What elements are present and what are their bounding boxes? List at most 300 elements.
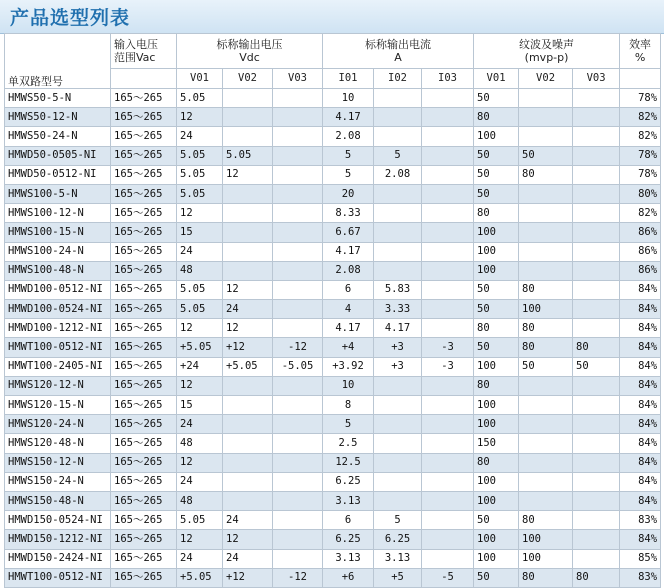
cell-i02	[374, 242, 422, 261]
cell-efficiency: 78%	[620, 89, 661, 108]
cell-i02: 5	[374, 511, 422, 530]
cell-efficiency: 84%	[620, 472, 661, 491]
cell-i01: 4	[323, 300, 374, 319]
cell-ripple-v03	[573, 261, 620, 280]
header-efficiency	[620, 34, 661, 69]
cell-model: HMWD150-0524-NI	[5, 511, 111, 530]
header-sub-i03: I03	[422, 69, 474, 89]
table-row	[5, 89, 661, 108]
cell-ripple-v01: 100	[474, 415, 519, 434]
cell-v01: 12	[177, 530, 223, 549]
cell-ripple-v02: 100	[519, 530, 573, 549]
table-row	[5, 530, 661, 549]
table-row	[5, 434, 661, 453]
cell-v01: 5.05	[177, 184, 223, 203]
cell-v03	[273, 165, 323, 184]
cell-v02: +12	[223, 338, 273, 357]
table-row	[5, 146, 661, 165]
cell-ripple-v02	[519, 223, 573, 242]
cell-model: HMWS100-12-N	[5, 204, 111, 223]
cell-v01: +5.05	[177, 568, 223, 587]
table-row	[5, 357, 661, 376]
cell-v02	[223, 472, 273, 491]
cell-i01: +3.92	[323, 357, 374, 376]
cell-model: HMWT100-0512-NI	[5, 568, 111, 587]
cell-ripple-v01: 100	[474, 127, 519, 146]
cell-v02	[223, 204, 273, 223]
header-sub-v03: V03	[273, 69, 323, 89]
cell-v03	[273, 300, 323, 319]
cell-input-range: 165～265	[111, 511, 177, 530]
cell-v03	[273, 396, 323, 415]
header-sub-blank	[111, 69, 177, 89]
cell-v01: 12	[177, 453, 223, 472]
cell-v03	[273, 376, 323, 395]
cell-ripple-v02	[519, 415, 573, 434]
cell-model: HMWD150-2424-NI	[5, 549, 111, 568]
cell-ripple-v01: 100	[474, 472, 519, 491]
cell-ripple-v03	[573, 376, 620, 395]
header-sub-v02: V02	[223, 69, 273, 89]
header-model: 单双路型号	[5, 34, 111, 89]
cell-efficiency: 80%	[620, 184, 661, 203]
cell-i03	[422, 108, 474, 127]
cell-ripple-v03	[573, 434, 620, 453]
cell-v03: -12	[273, 568, 323, 587]
cell-ripple-v02	[519, 396, 573, 415]
cell-i03	[422, 261, 474, 280]
cell-ripple-v02	[519, 472, 573, 491]
cell-ripple-v02: 80	[519, 319, 573, 338]
cell-v02	[223, 223, 273, 242]
table-row	[5, 300, 661, 319]
cell-model: HMWT100-2405-NI	[5, 357, 111, 376]
table-body	[5, 89, 661, 588]
cell-v03	[273, 280, 323, 299]
cell-v01: 5.05	[177, 146, 223, 165]
cell-ripple-v03	[573, 280, 620, 299]
cell-i03	[422, 530, 474, 549]
cell-efficiency: 84%	[620, 396, 661, 415]
header-sub-ripple-v03: V03	[573, 69, 620, 89]
cell-i02: 5	[374, 146, 422, 165]
header-sub-i02: I02	[374, 69, 422, 89]
cell-v03	[273, 530, 323, 549]
cell-model: HMWD50-0505-NI	[5, 146, 111, 165]
cell-i03	[422, 453, 474, 472]
cell-v01: 24	[177, 127, 223, 146]
cell-efficiency: 84%	[620, 338, 661, 357]
header-output-voltage	[177, 34, 323, 69]
cell-input-range: 165～265	[111, 319, 177, 338]
cell-ripple-v02: 80	[519, 568, 573, 587]
cell-ripple-v01: 100	[474, 357, 519, 376]
cell-ripple-v01: 100	[474, 530, 519, 549]
cell-input-range: 165～265	[111, 453, 177, 472]
cell-model: HMWS100-24-N	[5, 242, 111, 261]
cell-v02: +5.05	[223, 357, 273, 376]
cell-v01: 15	[177, 223, 223, 242]
cell-v01: 12	[177, 319, 223, 338]
page-title: 产品选型列表	[10, 7, 131, 29]
cell-ripple-v02: 50	[519, 357, 573, 376]
cell-v03	[273, 434, 323, 453]
cell-v02	[223, 396, 273, 415]
cell-v02	[223, 415, 273, 434]
header-output-current	[323, 34, 474, 69]
cell-ripple-v01: 80	[474, 319, 519, 338]
cell-ripple-v02	[519, 242, 573, 261]
cell-ripple-v01: 80	[474, 108, 519, 127]
cell-model: HMWS50-5-N	[5, 89, 111, 108]
table-row	[5, 376, 661, 395]
cell-model: HMWD150-1212-NI	[5, 530, 111, 549]
cell-ripple-v03	[573, 146, 620, 165]
table-row	[5, 184, 661, 203]
cell-i02	[374, 89, 422, 108]
header-sub-i01: I01	[323, 69, 374, 89]
cell-i01: 6	[323, 511, 374, 530]
cell-i01: 8	[323, 396, 374, 415]
cell-ripple-v01: 100	[474, 491, 519, 510]
cell-v01: 24	[177, 472, 223, 491]
cell-v02: 12	[223, 165, 273, 184]
cell-model: HMWS100-48-N	[5, 261, 111, 280]
cell-ripple-v01: 100	[474, 223, 519, 242]
cell-i02: +3	[374, 338, 422, 357]
cell-model: HMWS120-12-N	[5, 376, 111, 395]
table-row	[5, 261, 661, 280]
cell-input-range: 165～265	[111, 89, 177, 108]
cell-i03	[422, 376, 474, 395]
cell-ripple-v03: 50	[573, 357, 620, 376]
cell-v01: 12	[177, 204, 223, 223]
cell-input-range: 165～265	[111, 280, 177, 299]
cell-v01: 5.05	[177, 165, 223, 184]
cell-ripple-v02	[519, 434, 573, 453]
cell-ripple-v03	[573, 511, 620, 530]
cell-model: HMWS100-15-N	[5, 223, 111, 242]
cell-input-range: 165～265	[111, 261, 177, 280]
table-row	[5, 280, 661, 299]
cell-i02	[374, 127, 422, 146]
cell-i01: 20	[323, 184, 374, 203]
cell-ripple-v03	[573, 89, 620, 108]
cell-efficiency: 83%	[620, 511, 661, 530]
cell-i01: 2.08	[323, 127, 374, 146]
cell-i03	[422, 396, 474, 415]
cell-v02	[223, 434, 273, 453]
cell-i03	[422, 300, 474, 319]
header-vout-line1: 标称输出电压	[216, 38, 283, 51]
table-row	[5, 242, 661, 261]
cell-input-range: 165～265	[111, 396, 177, 415]
cell-v03	[273, 108, 323, 127]
cell-i01: 3.13	[323, 491, 374, 510]
cell-ripple-v01: 100	[474, 242, 519, 261]
cell-i01: 6.67	[323, 223, 374, 242]
cell-input-range: 165～265	[111, 491, 177, 510]
cell-ripple-v02	[519, 108, 573, 127]
cell-ripple-v02	[519, 204, 573, 223]
cell-input-range: 165～265	[111, 568, 177, 587]
cell-v03	[273, 242, 323, 261]
cell-efficiency: 84%	[620, 376, 661, 395]
cell-v03	[273, 89, 323, 108]
cell-model: HMWS150-48-N	[5, 491, 111, 510]
cell-model: HMWS120-15-N	[5, 396, 111, 415]
cell-v01: 15	[177, 396, 223, 415]
header-row-main	[5, 34, 661, 69]
cell-v01: 5.05	[177, 280, 223, 299]
cell-input-range: 165～265	[111, 434, 177, 453]
cell-ripple-v02: 80	[519, 338, 573, 357]
cell-ripple-v03	[573, 396, 620, 415]
header-vout-line2: Vdc	[239, 51, 260, 64]
cell-input-range: 165～265	[111, 530, 177, 549]
cell-input-range: 165～265	[111, 357, 177, 376]
cell-i03	[422, 242, 474, 261]
cell-input-range: 165～265	[111, 108, 177, 127]
cell-ripple-v02: 100	[519, 549, 573, 568]
cell-model: HMWD100-0524-NI	[5, 300, 111, 319]
cell-v02: 24	[223, 549, 273, 568]
cell-v01: +5.05	[177, 338, 223, 357]
table-row	[5, 108, 661, 127]
cell-v03	[273, 472, 323, 491]
cell-ripple-v01: 100	[474, 396, 519, 415]
cell-i03: -5	[422, 568, 474, 587]
cell-ripple-v03	[573, 415, 620, 434]
cell-ripple-v02	[519, 184, 573, 203]
cell-v02: 24	[223, 300, 273, 319]
cell-efficiency: 84%	[620, 280, 661, 299]
cell-ripple-v03	[573, 319, 620, 338]
cell-v02	[223, 491, 273, 510]
cell-model: HMWS120-48-N	[5, 434, 111, 453]
table-row	[5, 491, 661, 510]
cell-v01: 12	[177, 108, 223, 127]
cell-v03	[273, 453, 323, 472]
header-sub-ripple-v02: V02	[519, 69, 573, 89]
cell-i02: 3.13	[374, 549, 422, 568]
cell-i03	[422, 280, 474, 299]
cell-ripple-v03	[573, 223, 620, 242]
cell-i03	[422, 89, 474, 108]
cell-v01: 5.05	[177, 511, 223, 530]
cell-v01: 5.05	[177, 300, 223, 319]
table-row	[5, 165, 661, 184]
cell-v02	[223, 127, 273, 146]
cell-v03	[273, 204, 323, 223]
cell-i03	[422, 184, 474, 203]
cell-v01: 48	[177, 491, 223, 510]
cell-v03	[273, 223, 323, 242]
cell-i01: 4.17	[323, 319, 374, 338]
table-row	[5, 511, 661, 530]
cell-v03: -5.05	[273, 357, 323, 376]
cell-ripple-v02	[519, 261, 573, 280]
cell-i02	[374, 108, 422, 127]
cell-i01: +6	[323, 568, 374, 587]
cell-ripple-v03: 80	[573, 338, 620, 357]
cell-ripple-v03	[573, 127, 620, 146]
cell-model: HMWT100-0512-NI	[5, 338, 111, 357]
cell-ripple-v01: 50	[474, 300, 519, 319]
cell-ripple-v01: 50	[474, 280, 519, 299]
cell-ripple-v01: 80	[474, 204, 519, 223]
cell-v03: -12	[273, 338, 323, 357]
cell-i02: 3.33	[374, 300, 422, 319]
cell-ripple-v01: 50	[474, 511, 519, 530]
cell-v02	[223, 242, 273, 261]
header-sub-eff-blank	[620, 69, 661, 89]
header-input-line1: 输入电压	[114, 38, 158, 51]
cell-model: HMWS120-24-N	[5, 415, 111, 434]
cell-model: HMWD50-0512-NI	[5, 165, 111, 184]
cell-efficiency: 84%	[620, 319, 661, 338]
cell-input-range: 165～265	[111, 146, 177, 165]
cell-i03	[422, 319, 474, 338]
cell-ripple-v01: 50	[474, 184, 519, 203]
cell-efficiency: 86%	[620, 261, 661, 280]
cell-i03	[422, 127, 474, 146]
cell-i02: 4.17	[374, 319, 422, 338]
cell-efficiency: 86%	[620, 242, 661, 261]
cell-input-range: 165～265	[111, 549, 177, 568]
cell-v02	[223, 376, 273, 395]
cell-i02	[374, 376, 422, 395]
cell-ripple-v01: 100	[474, 549, 519, 568]
header-sub-ripple-v01: V01	[474, 69, 519, 89]
cell-efficiency: 78%	[620, 165, 661, 184]
cell-i02: 5.83	[374, 280, 422, 299]
cell-i02	[374, 415, 422, 434]
cell-ripple-v03	[573, 549, 620, 568]
table-row	[5, 453, 661, 472]
cell-i01: 5	[323, 165, 374, 184]
cell-v03	[273, 319, 323, 338]
cell-i02	[374, 184, 422, 203]
cell-i01: 5	[323, 415, 374, 434]
table-row	[5, 549, 661, 568]
header-sub-v01: V01	[177, 69, 223, 89]
cell-ripple-v02	[519, 127, 573, 146]
cell-input-range: 165～265	[111, 376, 177, 395]
cell-ripple-v01: 150	[474, 434, 519, 453]
title-bar	[0, 0, 664, 34]
cell-ripple-v03	[573, 242, 620, 261]
cell-ripple-v02	[519, 453, 573, 472]
cell-v02: 12	[223, 530, 273, 549]
cell-i01: 6	[323, 280, 374, 299]
cell-ripple-v01: 50	[474, 338, 519, 357]
table-row	[5, 396, 661, 415]
cell-ripple-v01: 50	[474, 568, 519, 587]
cell-input-range: 165～265	[111, 415, 177, 434]
cell-ripple-v03	[573, 184, 620, 203]
cell-efficiency: 82%	[620, 127, 661, 146]
cell-i01: 12.5	[323, 453, 374, 472]
cell-model: HMWD100-0512-NI	[5, 280, 111, 299]
cell-ripple-v01: 80	[474, 376, 519, 395]
cell-v03	[273, 491, 323, 510]
cell-v02	[223, 184, 273, 203]
cell-ripple-v03	[573, 491, 620, 510]
cell-i02	[374, 396, 422, 415]
cell-i03	[422, 165, 474, 184]
cell-efficiency: 84%	[620, 415, 661, 434]
cell-v03	[273, 184, 323, 203]
cell-v03	[273, 415, 323, 434]
cell-input-range: 165～265	[111, 165, 177, 184]
cell-efficiency: 84%	[620, 300, 661, 319]
cell-input-range: 165～265	[111, 472, 177, 491]
cell-v01: +24	[177, 357, 223, 376]
cell-efficiency: 82%	[620, 204, 661, 223]
cell-i03	[422, 146, 474, 165]
cell-efficiency: 84%	[620, 357, 661, 376]
cell-i01: 2.5	[323, 434, 374, 453]
cell-ripple-v03	[573, 165, 620, 184]
cell-i01: 5	[323, 146, 374, 165]
cell-i03: -3	[422, 357, 474, 376]
cell-v03	[273, 511, 323, 530]
cell-i03	[422, 491, 474, 510]
cell-efficiency: 86%	[620, 223, 661, 242]
cell-v01: 48	[177, 434, 223, 453]
cell-ripple-v03: 80	[573, 568, 620, 587]
cell-i03	[422, 223, 474, 242]
header-input-range	[111, 34, 177, 69]
cell-v02	[223, 89, 273, 108]
cell-i02: 2.08	[374, 165, 422, 184]
cell-model: HMWS50-12-N	[5, 108, 111, 127]
cell-ripple-v03	[573, 530, 620, 549]
cell-i01: 4.17	[323, 108, 374, 127]
cell-ripple-v03	[573, 108, 620, 127]
cell-model: HMWS100-5-N	[5, 184, 111, 203]
table-row	[5, 127, 661, 146]
cell-i02	[374, 223, 422, 242]
table-row	[5, 472, 661, 491]
cell-input-range: 165～265	[111, 223, 177, 242]
cell-v02	[223, 453, 273, 472]
cell-v01: 12	[177, 376, 223, 395]
cell-ripple-v02	[519, 376, 573, 395]
cell-i02: +5	[374, 568, 422, 587]
cell-i01: 6.25	[323, 530, 374, 549]
cell-input-range: 165～265	[111, 204, 177, 223]
cell-model: HMWS50-24-N	[5, 127, 111, 146]
cell-input-range: 165～265	[111, 184, 177, 203]
table-row	[5, 204, 661, 223]
cell-v02: 12	[223, 319, 273, 338]
cell-ripple-v01: 50	[474, 89, 519, 108]
cell-v03	[273, 549, 323, 568]
cell-ripple-v03	[573, 453, 620, 472]
cell-v02: 5.05	[223, 146, 273, 165]
cell-ripple-v01: 50	[474, 146, 519, 165]
cell-v03	[273, 127, 323, 146]
cell-ripple-v02: 80	[519, 280, 573, 299]
header-eff-line1: 效率	[629, 38, 652, 51]
cell-i03	[422, 511, 474, 530]
cell-i02: +3	[374, 357, 422, 376]
cell-ripple-v03	[573, 472, 620, 491]
cell-ripple-v01: 80	[474, 453, 519, 472]
cell-i01: 2.08	[323, 261, 374, 280]
